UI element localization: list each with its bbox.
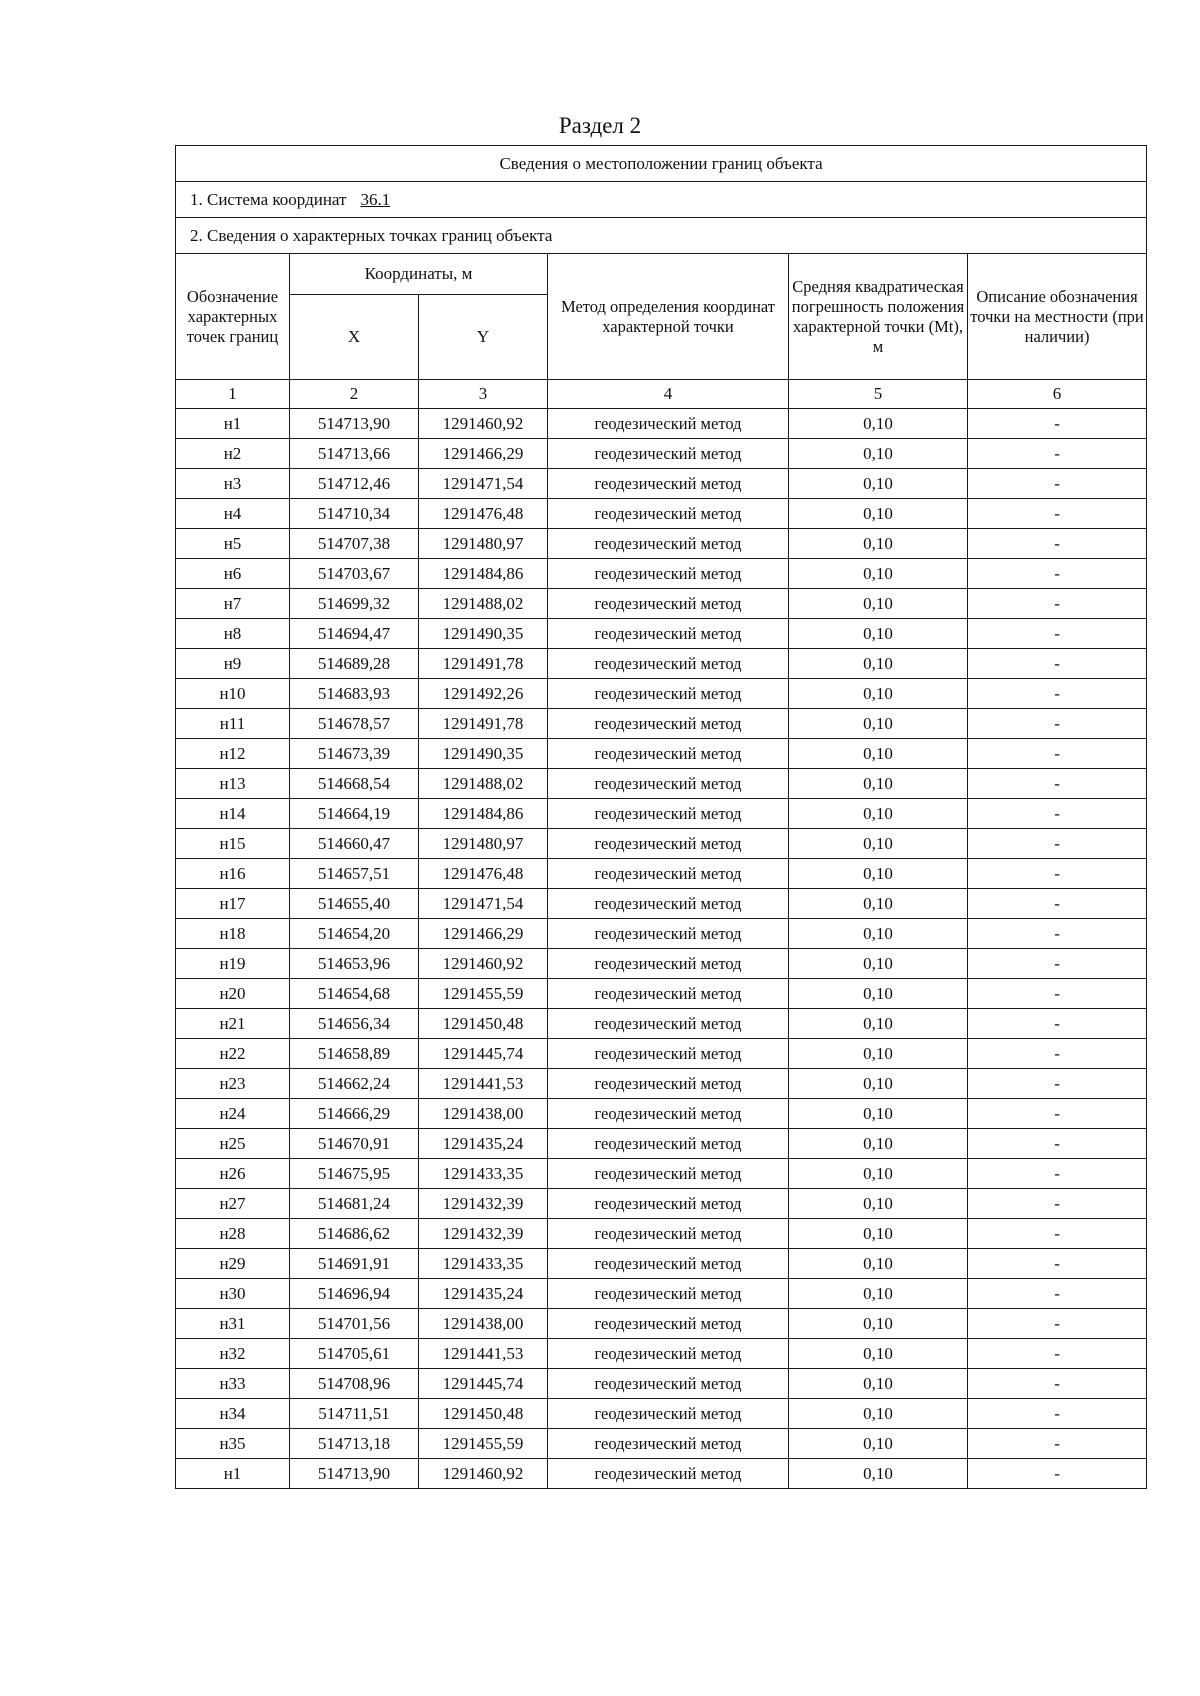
accuracy-cell: 0,10 <box>789 619 968 649</box>
accuracy-cell: 0,10 <box>789 1129 968 1159</box>
accuracy-cell: 0,10 <box>789 409 968 439</box>
table-row <box>176 829 1147 859</box>
description-cell: - <box>968 1009 1147 1039</box>
coordinate-system-value: 36.1 <box>360 189 391 209</box>
method-cell: геодезический метод <box>548 1069 789 1099</box>
accuracy-cell: 0,10 <box>789 1099 968 1129</box>
method-cell: геодезический метод <box>548 949 789 979</box>
y-coordinate-cell: 1291492,26 <box>419 679 548 709</box>
point-id-cell: н17 <box>176 889 290 919</box>
table-row <box>176 469 1147 499</box>
method-cell: геодезический метод <box>548 1099 789 1129</box>
table-row <box>176 799 1147 829</box>
y-coordinate-cell: 1291455,59 <box>419 979 548 1009</box>
description-cell: - <box>968 1309 1147 1339</box>
y-coordinate-cell: 1291450,48 <box>419 1399 548 1429</box>
x-coordinate-cell: 514689,28 <box>290 649 419 679</box>
table-row <box>176 619 1147 649</box>
description-cell: - <box>968 799 1147 829</box>
x-coordinate-cell: 514705,61 <box>290 1339 419 1369</box>
method-cell: геодезический метод <box>548 709 789 739</box>
point-id-cell: н4 <box>176 499 290 529</box>
y-coordinate-cell: 1291433,35 <box>419 1159 548 1189</box>
x-coordinate-cell: 514675,95 <box>290 1159 419 1189</box>
table-row <box>176 1399 1147 1429</box>
x-coordinate-cell: 514664,19 <box>290 799 419 829</box>
point-id-cell: н20 <box>176 979 290 1009</box>
x-coordinate-cell: 514670,91 <box>290 1129 419 1159</box>
y-coordinate-cell: 1291460,92 <box>419 409 548 439</box>
accuracy-cell: 0,10 <box>789 1279 968 1309</box>
description-cell: - <box>968 1159 1147 1189</box>
accuracy-cell: 0,10 <box>789 649 968 679</box>
table-row <box>176 1459 1147 1489</box>
point-id-cell: н7 <box>176 589 290 619</box>
description-cell: - <box>968 499 1147 529</box>
header-accuracy: Средняя квадратическая погрешность положения характерной точки (Mt), м <box>789 254 968 380</box>
accuracy-cell: 0,10 <box>789 559 968 589</box>
description-cell: - <box>968 649 1147 679</box>
description-cell: - <box>968 1399 1147 1429</box>
y-coordinate-cell: 1291445,74 <box>419 1039 548 1069</box>
y-coordinate-cell: 1291441,53 <box>419 1069 548 1099</box>
y-coordinate-cell: 1291435,24 <box>419 1129 548 1159</box>
method-cell: геодезический метод <box>548 739 789 769</box>
table-row <box>176 589 1147 619</box>
description-cell: - <box>968 979 1147 1009</box>
point-id-cell: н1 <box>176 1459 290 1489</box>
y-coordinate-cell: 1291466,29 <box>419 919 548 949</box>
y-coordinate-cell: 1291491,78 <box>419 649 548 679</box>
description-cell: - <box>968 619 1147 649</box>
point-id-cell: н27 <box>176 1189 290 1219</box>
description-cell: - <box>968 1429 1147 1459</box>
y-coordinate-cell: 1291432,39 <box>419 1189 548 1219</box>
x-coordinate-cell: 514657,51 <box>290 859 419 889</box>
column-number: 2 <box>290 380 419 409</box>
x-coordinate-cell: 514668,54 <box>290 769 419 799</box>
point-id-cell: н16 <box>176 859 290 889</box>
table-row <box>176 769 1147 799</box>
x-coordinate-cell: 514656,34 <box>290 1009 419 1039</box>
point-id-cell: н22 <box>176 1039 290 1069</box>
section-title: Раздел 2 <box>558 113 642 138</box>
x-coordinate-cell: 514662,24 <box>290 1069 419 1099</box>
method-cell: геодезический метод <box>548 1459 789 1489</box>
y-coordinate-cell: 1291438,00 <box>419 1309 548 1339</box>
point-id-cell: н23 <box>176 1069 290 1099</box>
table-row <box>176 1309 1147 1339</box>
method-cell: геодезический метод <box>548 1009 789 1039</box>
header-description: Описание обозначения точки на местности (при наличии) <box>968 254 1147 380</box>
x-coordinate-cell: 514691,91 <box>290 1249 419 1279</box>
point-id-cell: н9 <box>176 649 290 679</box>
accuracy-cell: 0,10 <box>789 1189 968 1219</box>
description-cell: - <box>968 1129 1147 1159</box>
table-row <box>176 679 1147 709</box>
accuracy-cell: 0,10 <box>789 679 968 709</box>
description-cell: - <box>968 1039 1147 1069</box>
table-row <box>176 1039 1147 1069</box>
point-id-cell: н5 <box>176 529 290 559</box>
x-coordinate-cell: 514655,40 <box>290 889 419 919</box>
description-cell: - <box>968 709 1147 739</box>
description-cell: - <box>968 859 1147 889</box>
table-row <box>176 1369 1147 1399</box>
description-cell: - <box>968 439 1147 469</box>
y-coordinate-cell: 1291490,35 <box>419 739 548 769</box>
y-coordinate-cell: 1291471,54 <box>419 889 548 919</box>
point-id-cell: н15 <box>176 829 290 859</box>
x-coordinate-cell: 514681,24 <box>290 1189 419 1219</box>
method-cell: геодезический метод <box>548 799 789 829</box>
x-coordinate-cell: 514696,94 <box>290 1279 419 1309</box>
x-coordinate-cell: 514703,67 <box>290 559 419 589</box>
x-coordinate-cell: 514686,62 <box>290 1219 419 1249</box>
x-coordinate-cell: 514710,34 <box>290 499 419 529</box>
accuracy-cell: 0,10 <box>789 589 968 619</box>
accuracy-cell: 0,10 <box>789 1339 968 1369</box>
header-x: X <box>290 295 419 380</box>
header-coordinates: Координаты, м <box>290 254 548 295</box>
y-coordinate-cell: 1291445,74 <box>419 1369 548 1399</box>
point-id-cell: н31 <box>176 1309 290 1339</box>
accuracy-cell: 0,10 <box>789 979 968 1009</box>
description-cell: - <box>968 829 1147 859</box>
table-row <box>176 889 1147 919</box>
method-cell: геодезический метод <box>548 1129 789 1159</box>
x-coordinate-cell: 514654,68 <box>290 979 419 1009</box>
column-number: 4 <box>548 380 789 409</box>
method-cell: геодезический метод <box>548 499 789 529</box>
accuracy-cell: 0,10 <box>789 1309 968 1339</box>
x-coordinate-cell: 514712,46 <box>290 469 419 499</box>
x-coordinate-cell: 514713,90 <box>290 409 419 439</box>
point-id-cell: н21 <box>176 1009 290 1039</box>
coordinate-system-row <box>176 182 1147 218</box>
accuracy-cell: 0,10 <box>789 829 968 859</box>
y-coordinate-cell: 1291460,92 <box>419 949 548 979</box>
accuracy-cell: 0,10 <box>789 1369 968 1399</box>
method-cell: геодезический метод <box>548 559 789 589</box>
accuracy-cell: 0,10 <box>789 529 968 559</box>
table-row <box>176 949 1147 979</box>
y-coordinate-cell: 1291455,59 <box>419 1429 548 1459</box>
y-coordinate-cell: 1291484,86 <box>419 559 548 589</box>
x-coordinate-cell: 514713,90 <box>290 1459 419 1489</box>
description-cell: - <box>968 919 1147 949</box>
accuracy-cell: 0,10 <box>789 1249 968 1279</box>
accuracy-cell: 0,10 <box>789 1039 968 1069</box>
table-row <box>176 1069 1147 1099</box>
point-id-cell: н6 <box>176 559 290 589</box>
table-row <box>176 649 1147 679</box>
method-cell: геодезический метод <box>548 1249 789 1279</box>
table-row <box>176 1339 1147 1369</box>
description-cell: - <box>968 529 1147 559</box>
table-row <box>176 499 1147 529</box>
description-cell: - <box>968 739 1147 769</box>
accuracy-cell: 0,10 <box>789 439 968 469</box>
description-cell: - <box>968 1069 1147 1099</box>
accuracy-cell: 0,10 <box>789 799 968 829</box>
x-coordinate-cell: 514673,39 <box>290 739 419 769</box>
table-row <box>176 709 1147 739</box>
description-cell: - <box>968 949 1147 979</box>
description-cell: - <box>968 1249 1147 1279</box>
accuracy-cell: 0,10 <box>789 499 968 529</box>
x-coordinate-cell: 514694,47 <box>290 619 419 649</box>
method-cell: геодезический метод <box>548 889 789 919</box>
point-id-cell: н3 <box>176 469 290 499</box>
x-coordinate-cell: 514707,38 <box>290 529 419 559</box>
point-id-cell: н33 <box>176 1369 290 1399</box>
description-cell: - <box>968 559 1147 589</box>
table-row <box>176 1279 1147 1309</box>
y-coordinate-cell: 1291491,78 <box>419 709 548 739</box>
description-cell: - <box>968 889 1147 919</box>
x-coordinate-cell: 514660,47 <box>290 829 419 859</box>
point-id-cell: н12 <box>176 739 290 769</box>
y-coordinate-cell: 1291433,35 <box>419 1249 548 1279</box>
method-cell: геодезический метод <box>548 469 789 499</box>
table-row <box>176 1159 1147 1189</box>
method-cell: геодезический метод <box>548 1429 789 1459</box>
description-cell: - <box>968 1099 1147 1129</box>
y-coordinate-cell: 1291471,54 <box>419 469 548 499</box>
description-cell: - <box>968 679 1147 709</box>
y-coordinate-cell: 1291466,29 <box>419 439 548 469</box>
method-cell: геодезический метод <box>548 589 789 619</box>
x-coordinate-cell: 514654,20 <box>290 919 419 949</box>
x-coordinate-cell: 514708,96 <box>290 1369 419 1399</box>
point-id-cell: н28 <box>176 1219 290 1249</box>
table-row <box>176 1009 1147 1039</box>
table-row <box>176 859 1147 889</box>
point-id-cell: н2 <box>176 439 290 469</box>
header-method: Метод определения координат характерной точки <box>548 254 789 380</box>
description-cell: - <box>968 1279 1147 1309</box>
description-cell: - <box>968 469 1147 499</box>
point-id-cell: н11 <box>176 709 290 739</box>
table-caption: Сведения о местоположении границ объекта <box>176 146 1147 182</box>
accuracy-cell: 0,10 <box>789 859 968 889</box>
accuracy-cell: 0,10 <box>789 949 968 979</box>
x-coordinate-cell: 514711,51 <box>290 1399 419 1429</box>
y-coordinate-cell: 1291480,97 <box>419 829 548 859</box>
method-cell: геодезический метод <box>548 1159 789 1189</box>
method-cell: геодезический метод <box>548 439 789 469</box>
point-id-cell: н34 <box>176 1399 290 1429</box>
description-cell: - <box>968 1369 1147 1399</box>
x-coordinate-cell: 514666,29 <box>290 1099 419 1129</box>
header-designation: Обозначение характерных точек границ <box>176 254 290 380</box>
point-id-cell: н13 <box>176 769 290 799</box>
table-row <box>176 529 1147 559</box>
column-number: 6 <box>968 380 1147 409</box>
x-coordinate-cell: 514713,18 <box>290 1429 419 1459</box>
accuracy-cell: 0,10 <box>789 709 968 739</box>
method-cell: геодезический метод <box>548 769 789 799</box>
accuracy-cell: 0,10 <box>789 1069 968 1099</box>
method-cell: геодезический метод <box>548 679 789 709</box>
method-cell: геодезический метод <box>548 829 789 859</box>
point-id-cell: н32 <box>176 1339 290 1369</box>
accuracy-cell: 0,10 <box>789 1399 968 1429</box>
y-coordinate-cell: 1291450,48 <box>419 1009 548 1039</box>
x-coordinate-cell: 514653,96 <box>290 949 419 979</box>
point-id-cell: н10 <box>176 679 290 709</box>
accuracy-cell: 0,10 <box>789 889 968 919</box>
x-coordinate-cell: 514699,32 <box>290 589 419 619</box>
column-number: 5 <box>789 380 968 409</box>
y-coordinate-cell: 1291460,92 <box>419 1459 548 1489</box>
y-coordinate-cell: 1291480,97 <box>419 529 548 559</box>
description-cell: - <box>968 1339 1147 1369</box>
y-coordinate-cell: 1291484,86 <box>419 799 548 829</box>
accuracy-cell: 0,10 <box>789 919 968 949</box>
point-id-cell: н24 <box>176 1099 290 1129</box>
header-y: Y <box>419 295 548 380</box>
accuracy-cell: 0,10 <box>789 469 968 499</box>
x-coordinate-cell: 514658,89 <box>290 1039 419 1069</box>
method-cell: геодезический метод <box>548 1369 789 1399</box>
accuracy-cell: 0,10 <box>789 1429 968 1459</box>
points-heading: 2. Сведения о характерных точках границ объекта <box>176 218 1147 254</box>
y-coordinate-cell: 1291476,48 <box>419 499 548 529</box>
method-cell: геодезический метод <box>548 919 789 949</box>
x-coordinate-cell: 514701,56 <box>290 1309 419 1339</box>
y-coordinate-cell: 1291476,48 <box>419 859 548 889</box>
description-cell: - <box>968 589 1147 619</box>
method-cell: геодезический метод <box>548 409 789 439</box>
description-cell: - <box>968 769 1147 799</box>
table-row <box>176 559 1147 589</box>
point-id-cell: н30 <box>176 1279 290 1309</box>
method-cell: геодезический метод <box>548 619 789 649</box>
method-cell: геодезический метод <box>548 1399 789 1429</box>
point-id-cell: н18 <box>176 919 290 949</box>
y-coordinate-cell: 1291441,53 <box>419 1339 548 1369</box>
table-row <box>176 979 1147 1009</box>
table-row <box>176 739 1147 769</box>
method-cell: геодезический метод <box>548 1279 789 1309</box>
method-cell: геодезический метод <box>548 1039 789 1069</box>
y-coordinate-cell: 1291438,00 <box>419 1099 548 1129</box>
table-row <box>176 1249 1147 1279</box>
table-row <box>176 1099 1147 1129</box>
table-row <box>176 409 1147 439</box>
y-coordinate-cell: 1291488,02 <box>419 769 548 799</box>
points-body <box>176 409 1147 1489</box>
accuracy-cell: 0,10 <box>789 739 968 769</box>
x-coordinate-cell: 514678,57 <box>290 709 419 739</box>
point-id-cell: н26 <box>176 1159 290 1189</box>
point-id-cell: н29 <box>176 1249 290 1279</box>
method-cell: геодезический метод <box>548 649 789 679</box>
accuracy-cell: 0,10 <box>789 1219 968 1249</box>
table-row <box>176 1219 1147 1249</box>
accuracy-cell: 0,10 <box>789 1459 968 1489</box>
method-cell: геодезический метод <box>548 1219 789 1249</box>
description-cell: - <box>968 1219 1147 1249</box>
accuracy-cell: 0,10 <box>789 769 968 799</box>
description-cell: - <box>968 1459 1147 1489</box>
y-coordinate-cell: 1291435,24 <box>419 1279 548 1309</box>
y-coordinate-cell: 1291432,39 <box>419 1219 548 1249</box>
point-id-cell: н19 <box>176 949 290 979</box>
method-cell: геодезический метод <box>548 979 789 1009</box>
point-id-cell: н8 <box>176 619 290 649</box>
column-number: 1 <box>176 380 290 409</box>
description-cell: - <box>968 409 1147 439</box>
table-row <box>176 439 1147 469</box>
method-cell: геодезический метод <box>548 1309 789 1339</box>
accuracy-cell: 0,10 <box>789 1009 968 1039</box>
y-coordinate-cell: 1291488,02 <box>419 589 548 619</box>
description-cell: - <box>968 1189 1147 1219</box>
point-id-cell: н14 <box>176 799 290 829</box>
coordinate-system-label: 1. Система координат <box>190 189 347 209</box>
method-cell: геодезический метод <box>548 1189 789 1219</box>
table-row <box>176 1129 1147 1159</box>
boundary-points-table <box>175 145 1147 1489</box>
method-cell: геодезический метод <box>548 529 789 559</box>
x-coordinate-cell: 514713,66 <box>290 439 419 469</box>
x-coordinate-cell: 514683,93 <box>290 679 419 709</box>
method-cell: геодезический метод <box>548 859 789 889</box>
column-number: 3 <box>419 380 548 409</box>
accuracy-cell: 0,10 <box>789 1159 968 1189</box>
y-coordinate-cell: 1291490,35 <box>419 619 548 649</box>
point-id-cell: н25 <box>176 1129 290 1159</box>
point-id-cell: н35 <box>176 1429 290 1459</box>
point-id-cell: н1 <box>176 409 290 439</box>
method-cell: геодезический метод <box>548 1339 789 1369</box>
table-row <box>176 1429 1147 1459</box>
table-row <box>176 1189 1147 1219</box>
table-row <box>176 919 1147 949</box>
